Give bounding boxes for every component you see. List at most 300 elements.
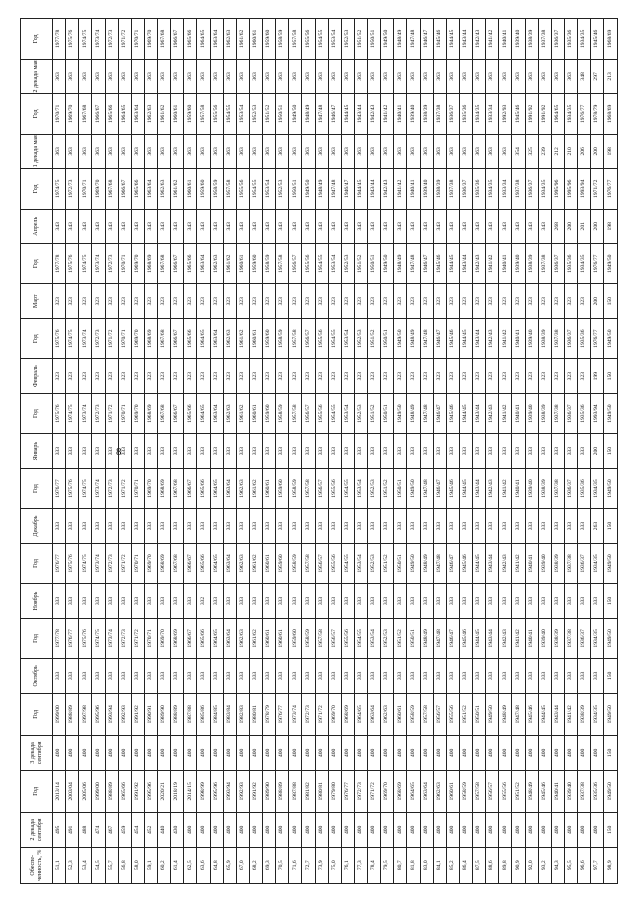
table-row (105, 19, 118, 884)
table-cell: 363 (118, 134, 131, 168)
table-cell: 363 (381, 59, 394, 93)
table-row (249, 19, 262, 884)
table-cell: 1940/41 (525, 618, 538, 659)
table-cell: 1947/48 (420, 468, 433, 509)
table-cell: 343 (315, 209, 328, 243)
table-cell: 1955/56 (302, 19, 315, 60)
table-cell: 1941/42 (394, 169, 407, 210)
table-cell: 1971/72 (368, 770, 381, 813)
table-cell: 1934/35 (538, 169, 551, 210)
table-cell: 1935/36 (578, 318, 591, 359)
table-cell: 400 (341, 813, 354, 847)
table-cell: 1943/44 (459, 243, 472, 284)
table-cell: 1944/45 (459, 393, 472, 434)
table-cell: 1963/64 (420, 770, 433, 813)
table-cell: 1942/43 (381, 169, 394, 210)
table-cell: 1954/55 (315, 19, 328, 60)
table-cell: 1938/39 (525, 243, 538, 284)
table-cell: 333 (118, 434, 131, 468)
table-cell: 363 (105, 59, 118, 93)
table-cell: 363 (210, 134, 223, 168)
table-cell: 363 (249, 134, 262, 168)
table-cell: 333 (499, 584, 512, 618)
table-cell: 400 (315, 736, 328, 770)
table-cell: 343 (538, 209, 551, 243)
table-cell: 363 (144, 134, 157, 168)
table-cell: 333 (144, 659, 157, 693)
table-cell: 400 (564, 813, 577, 847)
table-cell: 1988/89 (276, 770, 289, 813)
table-cell: 1941/42 (499, 318, 512, 359)
table-cell: 363 (433, 59, 446, 93)
header-cell: Год (21, 468, 53, 509)
table-cell: 1975/76 (66, 543, 79, 584)
table-row (473, 19, 486, 884)
table-cell: 1951/52 (368, 318, 381, 359)
table-cell: 1934/35 (591, 618, 604, 659)
table-cell: 1942/43 (499, 618, 512, 659)
table-cell: 333 (354, 434, 367, 468)
table-cell: 1948/49 (420, 618, 433, 659)
table-cell: 323 (302, 284, 315, 318)
table-cell: 1942/43 (499, 543, 512, 584)
table-cell: 1964/65 (197, 19, 210, 60)
table-cell: 1956/57 (486, 770, 499, 813)
table-cell: 1959/60 (249, 243, 262, 284)
table-cell: 1937/38 (551, 393, 564, 434)
table-cell: 333 (131, 434, 144, 468)
table-cell: 343 (249, 209, 262, 243)
table-cell: 333 (407, 584, 420, 618)
table-cell: 1966/67 (184, 618, 197, 659)
table-cell: 268 (551, 209, 564, 243)
header-cell: Апрель (21, 209, 53, 243)
table-cell: 1974/75 (92, 618, 105, 659)
table-cell: 1951/52 (459, 693, 472, 736)
table-cell: 1977/78 (53, 618, 66, 659)
table-cell: 333 (171, 509, 184, 543)
table-cell: 343 (407, 209, 420, 243)
table-cell: 1935/36 (578, 468, 591, 509)
table-cell: 323 (551, 284, 564, 318)
table-cell: 1958/59 (276, 318, 289, 359)
table-cell: 400 (512, 813, 525, 847)
table-cell: 1936/37 (551, 19, 564, 60)
table-cell: 363 (197, 59, 210, 93)
table-cell: 1935/36 (459, 94, 472, 135)
table-cell: 333 (538, 434, 551, 468)
table-cell: 1936/37 (459, 169, 472, 210)
table-cell: 1945/46 (446, 393, 459, 434)
table-cell: 1943/44 (473, 468, 486, 509)
table-cell: 84,1 (433, 847, 446, 883)
table-cell: 333 (433, 584, 446, 618)
table-cell: 363 (223, 59, 236, 93)
table-cell: 1968/69 (144, 243, 157, 284)
table-cell: 1957/58 (420, 693, 433, 736)
table-cell: 323 (354, 284, 367, 318)
table-cell: 343 (171, 209, 184, 243)
table-cell: 1941/42 (381, 94, 394, 135)
table-cell: 200 (591, 209, 604, 243)
table-cell: 400 (315, 813, 328, 847)
table-cell: 80,7 (394, 847, 407, 883)
table-cell: 323 (525, 284, 538, 318)
table-cell: 1939/40 (525, 318, 538, 359)
table-cell: 333 (105, 509, 118, 543)
table-cell: 1993/94 (105, 693, 118, 736)
table-cell: 1975/76 (53, 393, 66, 434)
table-cell: 363 (289, 134, 302, 168)
table-cell: 1958/59 (276, 19, 289, 60)
table-cell: 343 (525, 209, 538, 243)
table-cell: 323 (315, 284, 328, 318)
table-cell: 1969/70 (144, 19, 157, 60)
table-cell: 323 (341, 284, 354, 318)
table-cell: 323 (446, 284, 459, 318)
table-cell: 1971/72 (591, 169, 604, 210)
table-cell: 1972/73 (92, 318, 105, 359)
table-cell: 333 (446, 584, 459, 618)
table-cell: 1972/73 (105, 468, 118, 509)
table-cell: 1978/79 (591, 94, 604, 135)
table-cell: 400 (420, 736, 433, 770)
table-cell: 1948/49 (394, 19, 407, 60)
table-cell: 1964/65 (118, 94, 131, 135)
table-cell: 363 (210, 59, 223, 93)
table-cell: 1945/46 (591, 19, 604, 60)
table-cell: 1974/75 (53, 169, 66, 210)
table-cell: 363 (92, 134, 105, 168)
table-cell: 1943/44 (486, 618, 499, 659)
table-cell: 333 (486, 584, 499, 618)
table-cell: 323 (525, 359, 538, 393)
table-cell: 400 (433, 813, 446, 847)
table-cell: 363 (249, 59, 262, 93)
table-cell: 333 (289, 659, 302, 693)
table-cell: 1941/42 (486, 243, 499, 284)
table-cell: 92,0 (525, 847, 538, 883)
table-cell: 1976/77 (66, 618, 79, 659)
table-cell: 1963/64 (144, 169, 157, 210)
table-cell: 400 (354, 813, 367, 847)
header-cell: Год (21, 243, 53, 284)
table-cell: 1957/58 (289, 393, 302, 434)
table-cell: 363 (341, 134, 354, 168)
table-cell: 363 (538, 59, 551, 93)
table-cell: 1968/69 (144, 318, 157, 359)
table-cell: 1935/36 (564, 19, 577, 60)
table-cell: 363 (486, 59, 499, 93)
table-cell: 1935/36 (578, 393, 591, 434)
table-cell: 1952/53 (276, 169, 289, 210)
table-cell: 333 (381, 659, 394, 693)
table-cell: 323 (473, 284, 486, 318)
table-row (420, 19, 433, 884)
table-cell: 1977/78 (53, 243, 66, 284)
table-cell: 333 (302, 509, 315, 543)
table-cell: 1976/77 (591, 318, 604, 359)
table-cell: 333 (341, 509, 354, 543)
table-cell: 400 (433, 736, 446, 770)
table-cell: 333 (131, 509, 144, 543)
table-cell: 1941/42 (512, 618, 525, 659)
table-cell: 333 (538, 659, 551, 693)
table-body (53, 19, 618, 884)
table-cell: 1964/65 (210, 468, 223, 509)
table-cell: 333 (158, 434, 171, 468)
table-cell: 1947/48 (433, 543, 446, 584)
table-cell: 1949/50 (604, 318, 618, 359)
table-cell: 1958/59 (210, 169, 223, 210)
table-cell: 363 (302, 59, 315, 93)
header-cell: Год (21, 94, 53, 135)
table-cell: 79,5 (381, 847, 394, 883)
table-cell: 1944/45 (446, 19, 459, 60)
table-cell: 1937/38 (512, 169, 525, 210)
table-cell: 333 (118, 584, 131, 618)
table-row (381, 19, 394, 884)
table-cell: 400 (210, 813, 223, 847)
table-cell: 348 (578, 59, 591, 93)
table-cell: 1987/88 (184, 693, 197, 736)
table-cell: 323 (53, 359, 66, 393)
table-cell: 1970/71 (118, 243, 131, 284)
table-cell: 1955/56 (499, 770, 512, 813)
table-cell: 333 (473, 659, 486, 693)
table-cell: 363 (66, 59, 79, 93)
table-cell: 1935/36 (591, 770, 604, 813)
table-cell: 400 (249, 736, 262, 770)
table-cell: 1946/47 (433, 393, 446, 434)
table-cell: 1984/85 (210, 693, 223, 736)
table-cell: 363 (499, 59, 512, 93)
table-cell: 323 (315, 359, 328, 393)
table-cell: 55,7 (105, 847, 118, 883)
table-cell: 323 (197, 359, 210, 393)
table-cell: 1973/74 (79, 393, 92, 434)
table-cell: 333 (473, 584, 486, 618)
table-cell: 333 (210, 509, 223, 543)
table-cell: 78,4 (368, 847, 381, 883)
table-row (486, 19, 499, 884)
table-cell: 1943/44 (368, 169, 381, 210)
table-cell: 1961/62 (236, 318, 249, 359)
table-cell: 1965/66 (197, 543, 210, 584)
table-cell: 1961/62 (249, 468, 262, 509)
table-cell: 400 (131, 736, 144, 770)
table-cell: 1961/62 (171, 169, 184, 210)
header-cell: Год (21, 318, 53, 359)
table-cell: 400 (276, 736, 289, 770)
table-cell: 333 (315, 659, 328, 693)
table-cell: 1965/66 (197, 468, 210, 509)
table-cell: 1942/43 (486, 393, 499, 434)
table-cell: 1971/72 (118, 543, 131, 584)
table-cell: 199 (591, 359, 604, 393)
table-cell: 1935/36 (564, 243, 577, 284)
table-cell: 333 (512, 509, 525, 543)
table-cell: 1933/34 (499, 169, 512, 210)
table-cell: 333 (302, 659, 315, 693)
table-cell: 333 (578, 659, 591, 693)
table-cell: 1945/46 (525, 693, 538, 736)
table-cell: 1981/82 (302, 770, 315, 813)
table-cell: 1944/45 (473, 618, 486, 659)
table-cell: 1967/68 (158, 318, 171, 359)
table-cell: 400 (551, 736, 564, 770)
table-cell: 1959/60 (263, 318, 276, 359)
table-cell: 400 (564, 736, 577, 770)
table-cell: 323 (210, 359, 223, 393)
table-cell: 333 (92, 584, 105, 618)
table-cell: 1948/49 (315, 169, 328, 210)
table-cell: 1952/53 (354, 318, 367, 359)
table-cell: 333 (512, 584, 525, 618)
table-cell: 363 (131, 134, 144, 168)
table-cell: 1954/55 (328, 318, 341, 359)
table-cell: 333 (79, 509, 92, 543)
table-row (394, 19, 407, 884)
table-cell: 333 (551, 509, 564, 543)
table-cell: 198 (604, 209, 618, 243)
table-cell: 343 (79, 209, 92, 243)
table-cell: 1936/37 (578, 543, 591, 584)
table-cell: 363 (315, 59, 328, 93)
table-cell: 1957/58 (223, 169, 236, 210)
table-cell: 323 (118, 359, 131, 393)
table-cell: 495 (53, 813, 66, 847)
table-cell: 333 (118, 509, 131, 543)
table-cell: 1940/41 (512, 318, 525, 359)
table-cell: 400 (525, 813, 538, 847)
table-cell: 363 (53, 134, 66, 168)
table-cell: 400 (105, 736, 118, 770)
table-cell: 400 (184, 736, 197, 770)
table-cell: 1938/39 (538, 393, 551, 434)
table-cell: 1976/77 (276, 693, 289, 736)
header-row (21, 19, 53, 884)
table-cell: 1973/74 (79, 318, 92, 359)
table-row (263, 19, 276, 884)
table-cell: 333 (551, 659, 564, 693)
table-cell: 1939/40 (525, 468, 538, 509)
table-cell: 1936/37 (525, 169, 538, 210)
table-cell: 1947/48 (407, 19, 420, 60)
table-cell: 1967/68 (79, 94, 92, 135)
table-cell: 363 (381, 134, 394, 168)
table-cell: 1946/47 (433, 318, 446, 359)
table-cell: 488 (79, 813, 92, 847)
table-row (53, 19, 66, 884)
table-cell: 363 (263, 59, 276, 93)
table-cell: 1952/53 (341, 19, 354, 60)
table-cell: 1946/47 (446, 543, 459, 584)
table-cell: 1978/79 (263, 693, 276, 736)
table-cell: 333 (118, 659, 131, 693)
table-cell: 343 (394, 209, 407, 243)
table-cell: 1964/65 (407, 770, 420, 813)
table-cell: 343 (328, 209, 341, 243)
table-cell: 323 (512, 359, 525, 393)
table-cell: 363 (473, 134, 486, 168)
table-cell: 1948/49 (499, 693, 512, 736)
table-cell: 93,2 (538, 847, 551, 883)
table-cell: 323 (171, 284, 184, 318)
table-cell: 86,4 (459, 847, 472, 883)
table-cell: 1958/59 (263, 243, 276, 284)
table-cell: 1937/38 (538, 19, 551, 60)
table-cell: 400 (236, 736, 249, 770)
table-cell: 87,5 (473, 847, 486, 883)
table-cell: 1945/46 (433, 243, 446, 284)
table-cell: 1949/50 (394, 393, 407, 434)
table-cell: 332 (197, 584, 210, 618)
table-cell: 1995/96 (144, 770, 157, 813)
table-cell: 323 (564, 284, 577, 318)
table-cell: 150 (604, 659, 618, 693)
table-row (604, 19, 618, 884)
table-cell: 323 (66, 359, 79, 393)
table-cell: 1939/40 (407, 94, 420, 135)
table-cell: 323 (197, 284, 210, 318)
table-row (171, 19, 184, 884)
table-cell: 1956/57 (289, 243, 302, 284)
table-cell: 1992/93 (499, 94, 512, 135)
table-cell: 64,8 (210, 847, 223, 883)
table-cell: 1964/65 (551, 94, 564, 135)
table-cell: 1965/66 (184, 19, 197, 60)
table-cell: 97,7 (591, 847, 604, 883)
table-cell: 1960/61 (249, 393, 262, 434)
table-cell: 333 (315, 509, 328, 543)
table-cell: 400 (381, 736, 394, 770)
table-cell: 323 (551, 359, 564, 393)
table-cell: 400 (420, 813, 433, 847)
table-cell: 400 (236, 813, 249, 847)
table-cell: 1975/76 (53, 318, 66, 359)
table-cell: 1970/71 (79, 169, 92, 210)
table-cell: 400 (263, 813, 276, 847)
table-cell: 363 (223, 134, 236, 168)
table-cell: 363 (158, 59, 171, 93)
table-cell: 400 (578, 813, 591, 847)
table-cell: 1947/48 (433, 618, 446, 659)
table-cell: 1985/86 (197, 693, 210, 736)
table-cell: 333 (79, 584, 92, 618)
table-cell: 1982/83 (236, 693, 249, 736)
table-cell: 1945/46 (459, 618, 472, 659)
table-cell: 1957/58 (197, 94, 210, 135)
table-cell: 52,3 (66, 847, 79, 883)
table-cell: 333 (66, 509, 79, 543)
header-cell: Март (21, 284, 53, 318)
table-cell: 333 (486, 659, 499, 693)
table-cell: 343 (184, 209, 197, 243)
table-cell: 1990/91 (144, 693, 157, 736)
table-cell: 400 (459, 736, 472, 770)
table-row (144, 19, 157, 884)
table-cell: 2020/21 (158, 770, 171, 813)
table-cell: 1991/92 (538, 94, 551, 135)
table-cell: 333 (289, 584, 302, 618)
header-cell: Год (21, 618, 53, 659)
table-cell: 333 (289, 434, 302, 468)
table-cell: 400 (223, 813, 236, 847)
table-cell: 333 (53, 659, 66, 693)
table-cell: 1989/90 (158, 693, 171, 736)
table-cell: 459 (118, 813, 131, 847)
